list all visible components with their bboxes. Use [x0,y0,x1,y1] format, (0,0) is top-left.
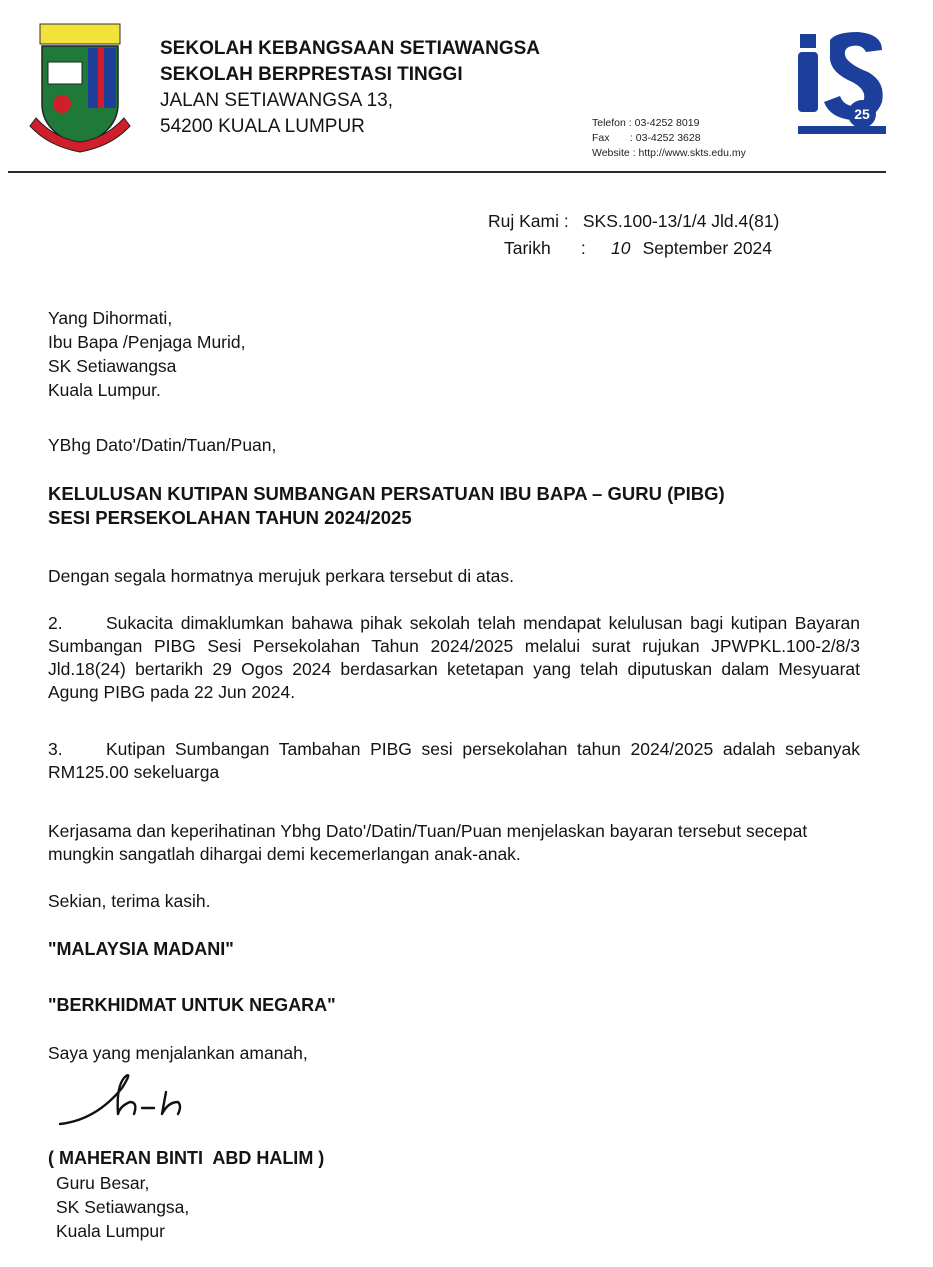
school-name: SEKOLAH KEBANGSAAN SETIAWANGSA [160,38,541,59]
paragraph-2-number: 2. [48,613,63,633]
signoff-line: Saya yang menjalankan amanah, [48,1043,308,1063]
signatory-name: ( MAHERAN BINTI ABD HALIM ) [48,1148,325,1168]
school-header [160,36,540,140]
recipient-line-3: SK Setiawangsa [48,356,177,376]
signatory-title-2: SK Setiawangsa, [56,1197,190,1217]
salutation: YBhg Dato'/Datin/Tuan/Puan, [48,435,277,455]
address-line-2: 54200 KUALA LUMPUR [160,116,365,137]
signatory-title-3: Kuala Lumpur [56,1221,165,1241]
fax: Fax : 03-4252 3628 [592,132,701,144]
subject-title [48,482,725,530]
website: Website : http://www.skts.edu.my [592,147,746,159]
paragraph-2 [48,612,860,704]
paragraph-3 [48,738,860,784]
contact-info [592,114,746,163]
recipient-line-2: Ibu Bapa /Penjaga Murid, [48,332,246,352]
opening-paragraph: Dengan segala hormatnya merujuk perkara tersebut di atas. [48,566,514,586]
ruj-value: SKS.100-13/1/4 Jld.4(81) [582,211,780,231]
anniversary-logo [796,30,888,138]
tarikh-month-year: September 2024 [642,238,773,258]
motto-berkhidmat: "BERKHIDMAT UNTUK NEGARA" [48,995,336,1015]
reference-block: Ruj Kami : SKS.100-13/1/4 Jld.4(81) Tarikh : 10 September 2024 [488,208,779,262]
logo-number: 25 [854,106,870,122]
tarikh-day: 10 [611,238,631,258]
motto-malaysia-madani: "MALAYSIA MADANI" [48,939,234,959]
address-line-1: JALAN SETIAWANGSA 13, [160,90,394,111]
paragraph-3-text: Kutipan Sumbangan Tambahan PIBG sesi persekolahan tahun 2024/2025 adalah sebanyak RM125.00 sekeluarga [48,739,860,782]
paragraph-3-number: 3. [48,739,63,759]
recipient-line-4: Kuala Lumpur. [48,380,161,400]
telefon: Telefon : 03-4252 8019 [592,117,700,129]
paragraph-2-text: Sukacita dimaklumkan bahawa pihak sekolah telah mendapat kelulusan bagi kutipan Bayaran Sumbangan PIBG Sesi Persekolahan Tahun 2024/2025 melalui surat rujukan JPWPKL.100-2/8/3 Jld.18(24) bertarikh 29 Ogos 2024 berdasarkan ketetapan yang telah diputuskan dalam Mesyuarat Agung PIBG pada 22 Jun 2024. [48,613,860,702]
signatory-title-1: Guru Besar, [56,1173,150,1193]
school-crest-logo [28,22,132,160]
recipient-address [48,306,246,402]
subject-line-1: KELULUSAN KUTIPAN SUMBANGAN PERSATUAN IBU BAPA – GURU (PIBG) [48,483,725,504]
subject-line-2: SESI PERSEKOLAHAN TAHUN 2024/2025 [48,507,412,528]
tarikh-label: Tarikh [504,238,551,258]
header-divider [8,171,886,173]
paragraph-4: Kerjasama dan keperihatinan Ybhg Dato'/Datin/Tuan/Puan menjelaskan bayaran tersebut secepat mungkin sangatlah dihargai demi kecemerlangan anak-anak. [48,821,808,864]
school-status: SEKOLAH BERPRESTASI TINGGI [160,64,463,85]
signature [56,1062,196,1134]
recipient-line-1: Yang Dihormati, [48,308,173,328]
signatory-title [56,1171,189,1243]
ruj-label: Ruj Kami : [488,211,569,231]
closing-line: Sekian, terima kasih. [48,891,211,911]
